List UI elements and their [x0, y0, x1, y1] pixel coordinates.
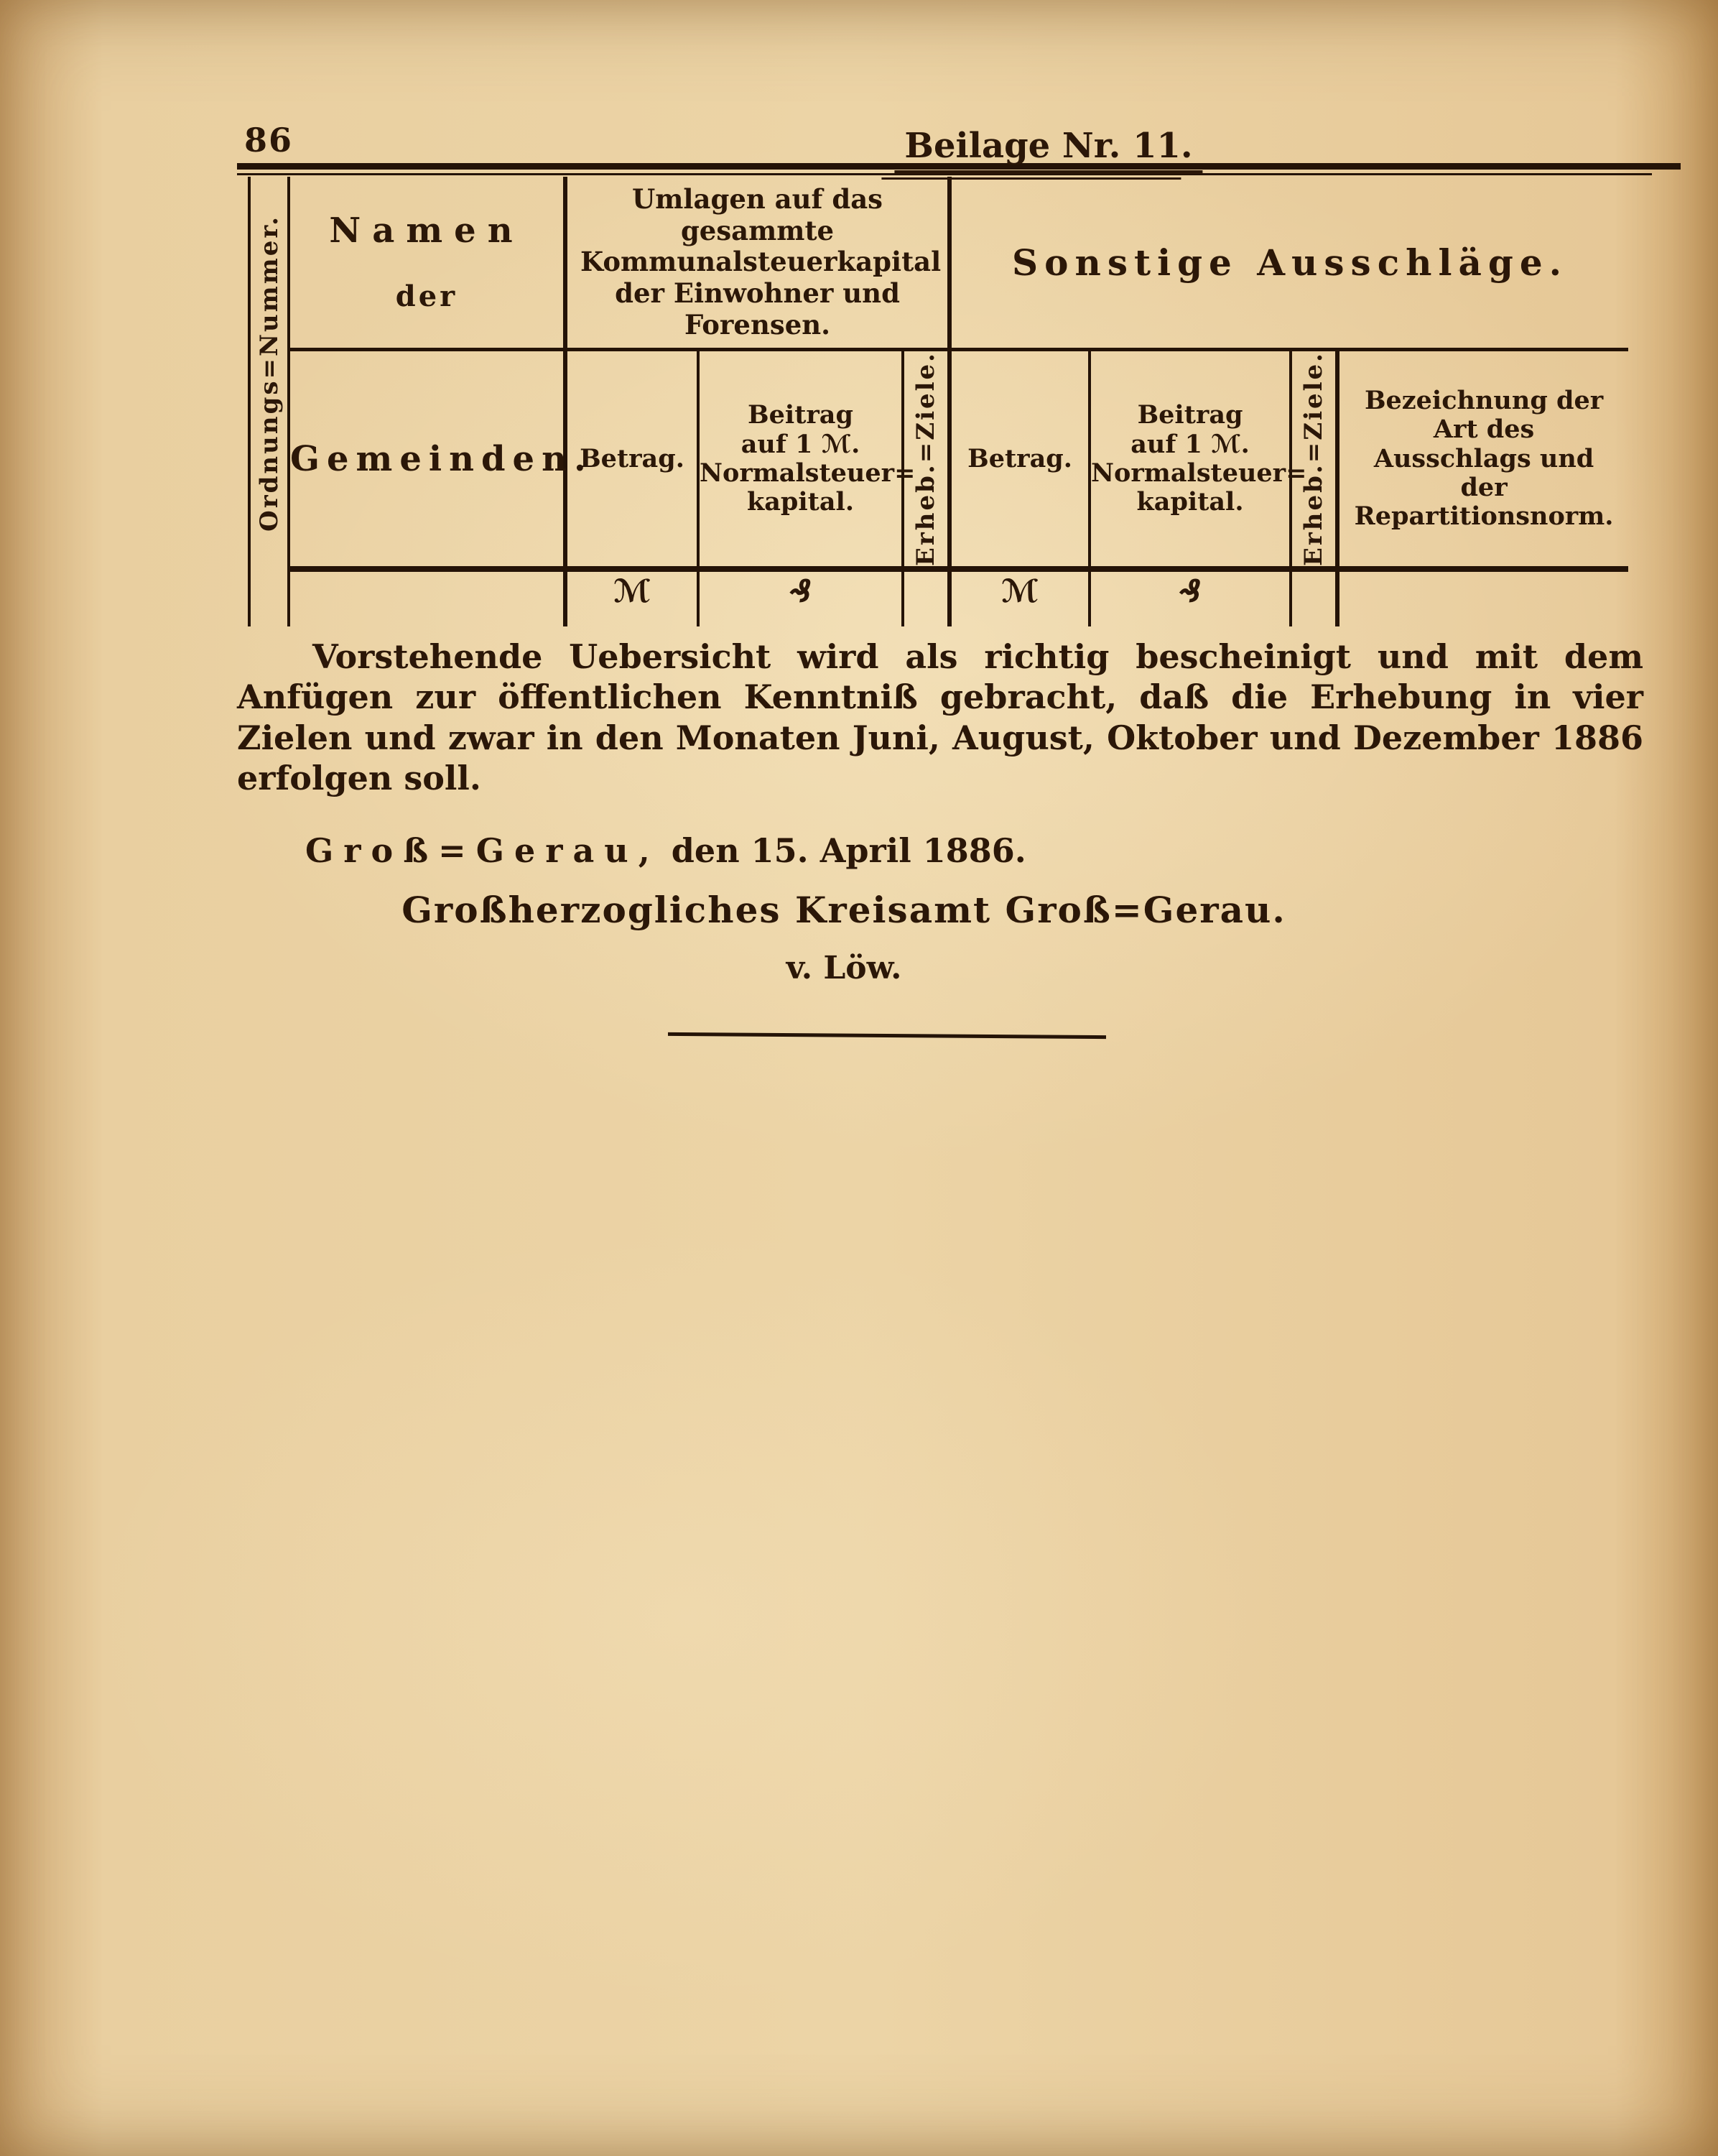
table-head: [249, 177, 1628, 569]
beitrag-left-l2: auf 1 ℳ.: [740, 429, 860, 459]
beitrag-right-l2: auf 1 ℳ.: [1130, 429, 1250, 459]
beitrag-left-l4: kapital.: [746, 487, 855, 517]
unit-pfennig-right: ₰: [1090, 569, 1291, 626]
signature-block: [72, 889, 1616, 1037]
page-number: 86: [244, 121, 294, 159]
page-header: [237, 0, 1645, 166]
end-rule: [668, 1032, 1106, 1039]
closing-paragraph: Vorstehende Uebersicht wird als richtig bescheinigt und mit dem Anfügen zur öffentlichen Kenntniß gebracht, daß die Erhebung in vier Zielen und zwar in den Monaten Juni, August, Oktober und Dezember 1886 erfolgen soll.: [237, 637, 1643, 797]
namen-header: [289, 177, 565, 350]
units-row: [249, 569, 1628, 626]
dateline-city: Groß=Gerau,: [305, 831, 660, 870]
signature-name: v. Löw.: [786, 949, 902, 986]
dateline-rest: den 15. April 1886.: [671, 831, 1026, 870]
assessment-table: [248, 177, 1628, 626]
namen-line2: der: [395, 279, 458, 313]
gemeinden-header: [289, 350, 593, 570]
erheb-right-label: Erheb.=Ziele.: [1299, 351, 1329, 567]
unit-mark-left: ℳ: [565, 569, 698, 626]
beitrag-right-l4: kapital.: [1136, 487, 1244, 517]
signature-org: Großherzogliches Kreisamt Groß=Gerau.: [401, 888, 1286, 931]
beitrag-left-l3: Normalsteuer=: [700, 458, 916, 488]
bezeichnung-header: Bezeichnung der Art des Ausschlags und der Repartitionsnorm.: [1337, 350, 1628, 570]
betrag-header-right: Betrag.: [949, 350, 1090, 570]
beitrag-right-l1: Beitrag: [1137, 400, 1243, 430]
betrag-header-left: Betrag.: [565, 350, 698, 570]
ord-header: [249, 177, 289, 569]
ord-header-label: Ordnungs=Nummer.: [254, 214, 284, 532]
beitrag-header-left: [698, 350, 916, 570]
dateline: [237, 831, 1645, 870]
umlagen-header: Umlagen auf das gesammte Kommunalsteuerkapital der Einwohner und Forensen.: [565, 177, 949, 350]
printed-area: [237, 0, 1645, 1037]
beitrag-left-l1: Beitrag: [748, 400, 853, 430]
erheb-left-label: Erheb.=Ziele.: [911, 351, 941, 567]
gemeinden-label: Gemeinden.: [290, 438, 593, 479]
namen-line1: Namen: [329, 210, 524, 251]
unit-pfennig-left: ₰: [698, 569, 903, 626]
unit-mark-right: ℳ: [949, 569, 1090, 626]
beitrag-right-l3: Normalsteuer=: [1091, 458, 1307, 488]
sonstige-header: Sonstige Ausschläge.: [949, 177, 1628, 350]
table-body: [249, 569, 1628, 626]
page-title: Beilage Nr. 11.: [894, 126, 1202, 174]
beitrag-header-right: [1090, 350, 1307, 570]
